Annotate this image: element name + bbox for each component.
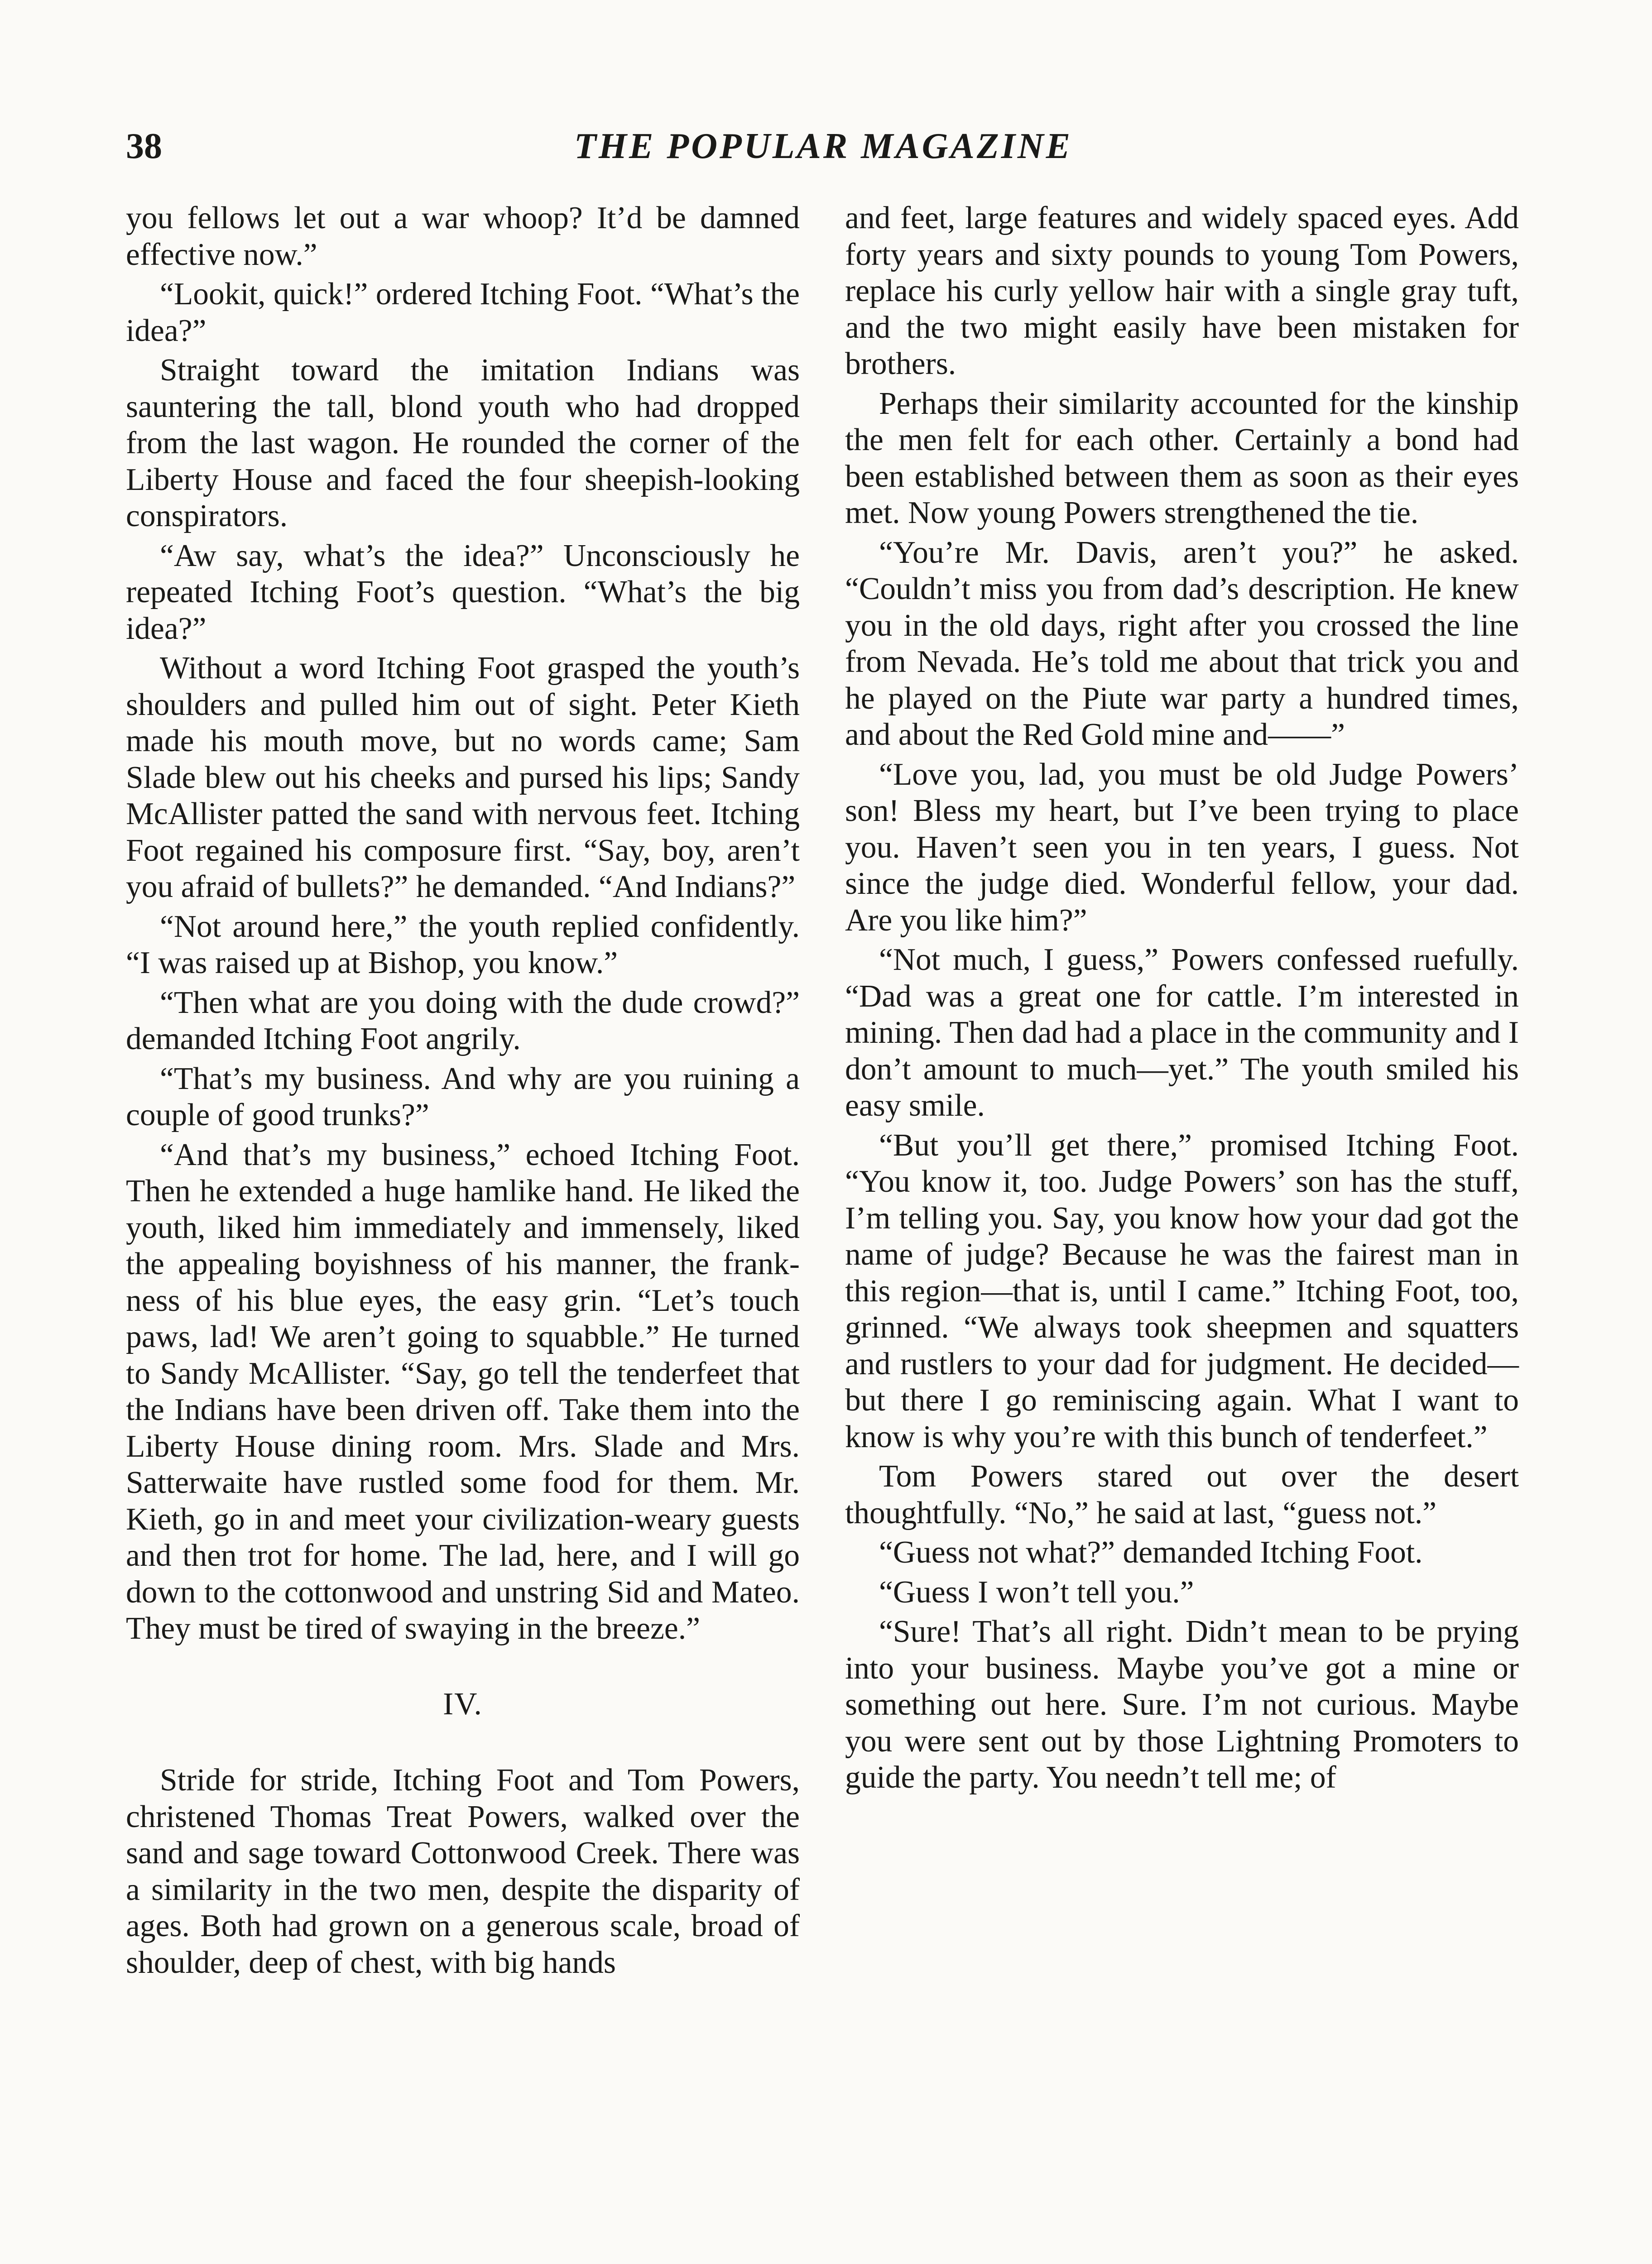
paragraph: Perhaps their similarity accounted for the kinship the men felt for each other. Certainly a bond had been established between them as soon as their eyes met. Now young Powers strengthened the tie.	[845, 386, 1519, 530]
paragraph: “Not around here,” the youth replied confidently. “I was raised up at Bishop, you know.”	[126, 909, 800, 980]
paragraph: “Lookit, quick!” ordered Itching Foot. “What’s the idea?”	[126, 277, 800, 348]
paragraph: “That’s my business. And why are you ruining a couple of good trunks?”	[126, 1061, 800, 1132]
section-heading: IV.	[443, 1686, 483, 1722]
paragraph: “You’re Mr. Davis, aren’t you?” he asked. “Couldn’t miss you from dad’s description. He knew you in the old days, right after you crossed the line from Nevada. He’s told me about that trick you and he played on the Piute war party a hundred times, and about the Red Gold mine and——”	[845, 535, 1519, 752]
paragraph: “Sure! That’s all right. Didn’t mean to be prying into your business. Maybe you’ve got a mine or something out here. Sure. I’m not curious. Maybe you were sent out by those Lightning Promoters to guide the party. You needn’t tell me; of	[845, 1614, 1519, 1795]
paragraph: “Aw say, what’s the idea?” Unconsciously he repeated Itching Foot’s question. “What’s the big idea?”	[126, 538, 800, 646]
paragraph: “But you’ll get there,” promised Itching Foot. “You know it, too. Judge Powers’ son has the stuff, I’m telling you. Say, you know how your dad got the name of judge? Because he was the fairest man in this region—that is, until I came.” Itching Foot, too, grinned. “We always took sheepmen and squatters and rustlers to your dad for judgment. He decided—but there I go reminiscing again. What I want to know is why you’re with this bunch of tenderfeet.”	[845, 1127, 1519, 1454]
running-title: THE POPULAR MAGAZINE	[574, 126, 1073, 166]
paragraph: “Then what are you doing with the dude crowd?” demanded Itching Foot angrily.	[126, 985, 800, 1056]
paragraph: “Guess not what?” demanded Itching Foot.	[879, 1535, 1423, 1570]
paragraph: “Guess I won’t tell you.”	[879, 1574, 1194, 1610]
paragraph: Without a word Itching Foot grasped the youth’s shoulders and pulled him out of sight. Peter Kieth made his mouth move, but no words came; Sam Slade blew out his cheeks and pursed his lips; Sandy McAllister patted the sand with nervous feet. Itching Foot regained his composure first. “Say, boy, aren’t you afraid of bullets?” he demanded. “And Indians?”	[126, 651, 800, 904]
paragraph: “And that’s my business,” echoed Itching Foot. Then he extended a huge hamlike hand. He liked the youth, liked him immediately and immensely, liked the appealing boyishness of his manner, the frankness of his blue eyes, the easy grin. “Let’s touch paws, lad! We aren’t going to squabble.” He turned to Sandy McAllister. “Say, go tell the tenderfeet that the Indians have been driven off. Take them into the Liberty House dining room. Mrs. Slade and Mrs. Satterwaite have rustled some food for them. Mr. Kieth, go in and meet your civilization-weary guests and then trot for home. The lad, here, and I will go down to the cottonwood and unstring Sid and Mateo. They must be tired of swaying in the breeze.”	[126, 1137, 800, 1646]
paragraph: Stride for stride, Itching Foot and Tom Powers, christened Thomas Treat Powers, walked over the sand and sage toward Cottonwood Creek. There was a similarity in the two men, despite the disparity of ages. Both had grown on a generous scale, broad of shoulder, deep of chest, with big hands	[126, 1763, 800, 1980]
page-number: 38	[126, 126, 162, 166]
right-column	[845, 200, 1519, 1799]
paragraph: Straight toward the imitation Indians was sauntering the tall, blond youth who had dropped from the last wagon. He rounded the corner of the Liberty House and faced the four sheepish-looking conspirators.	[126, 353, 800, 533]
paragraph: Tom Powers stared out over the desert thoughtfully. “No,” he said at last, “guess not.”	[845, 1459, 1519, 1530]
paragraph: you fellows let out a war whoop? It’d be damned effective now.”	[126, 201, 800, 272]
paragraph: “Love you, lad, you must be old Judge Powers’ son! Bless my heart, but I’ve been trying to place you. Haven’t seen you in ten years, I guess. Not since the judge died. Wonderful fellow, your dad. Are you like him?”	[845, 757, 1519, 938]
left-column	[126, 200, 800, 1984]
paragraph: “Not much, I guess,” Powers confessed ruefully. “Dad was a great one for cattle. I’m interested in mining. Then dad had a place in the community and I don’t amount to much—yet.” The youth smiled his easy smile.	[845, 942, 1519, 1123]
paragraph: and feet, large features and widely spaced eyes. Add forty years and sixty pounds to young Tom Powers, replace his curly yellow hair with a single gray tuft, and the two might easily have been mistaken for brothers.	[845, 201, 1519, 381]
page-header	[126, 121, 1521, 171]
